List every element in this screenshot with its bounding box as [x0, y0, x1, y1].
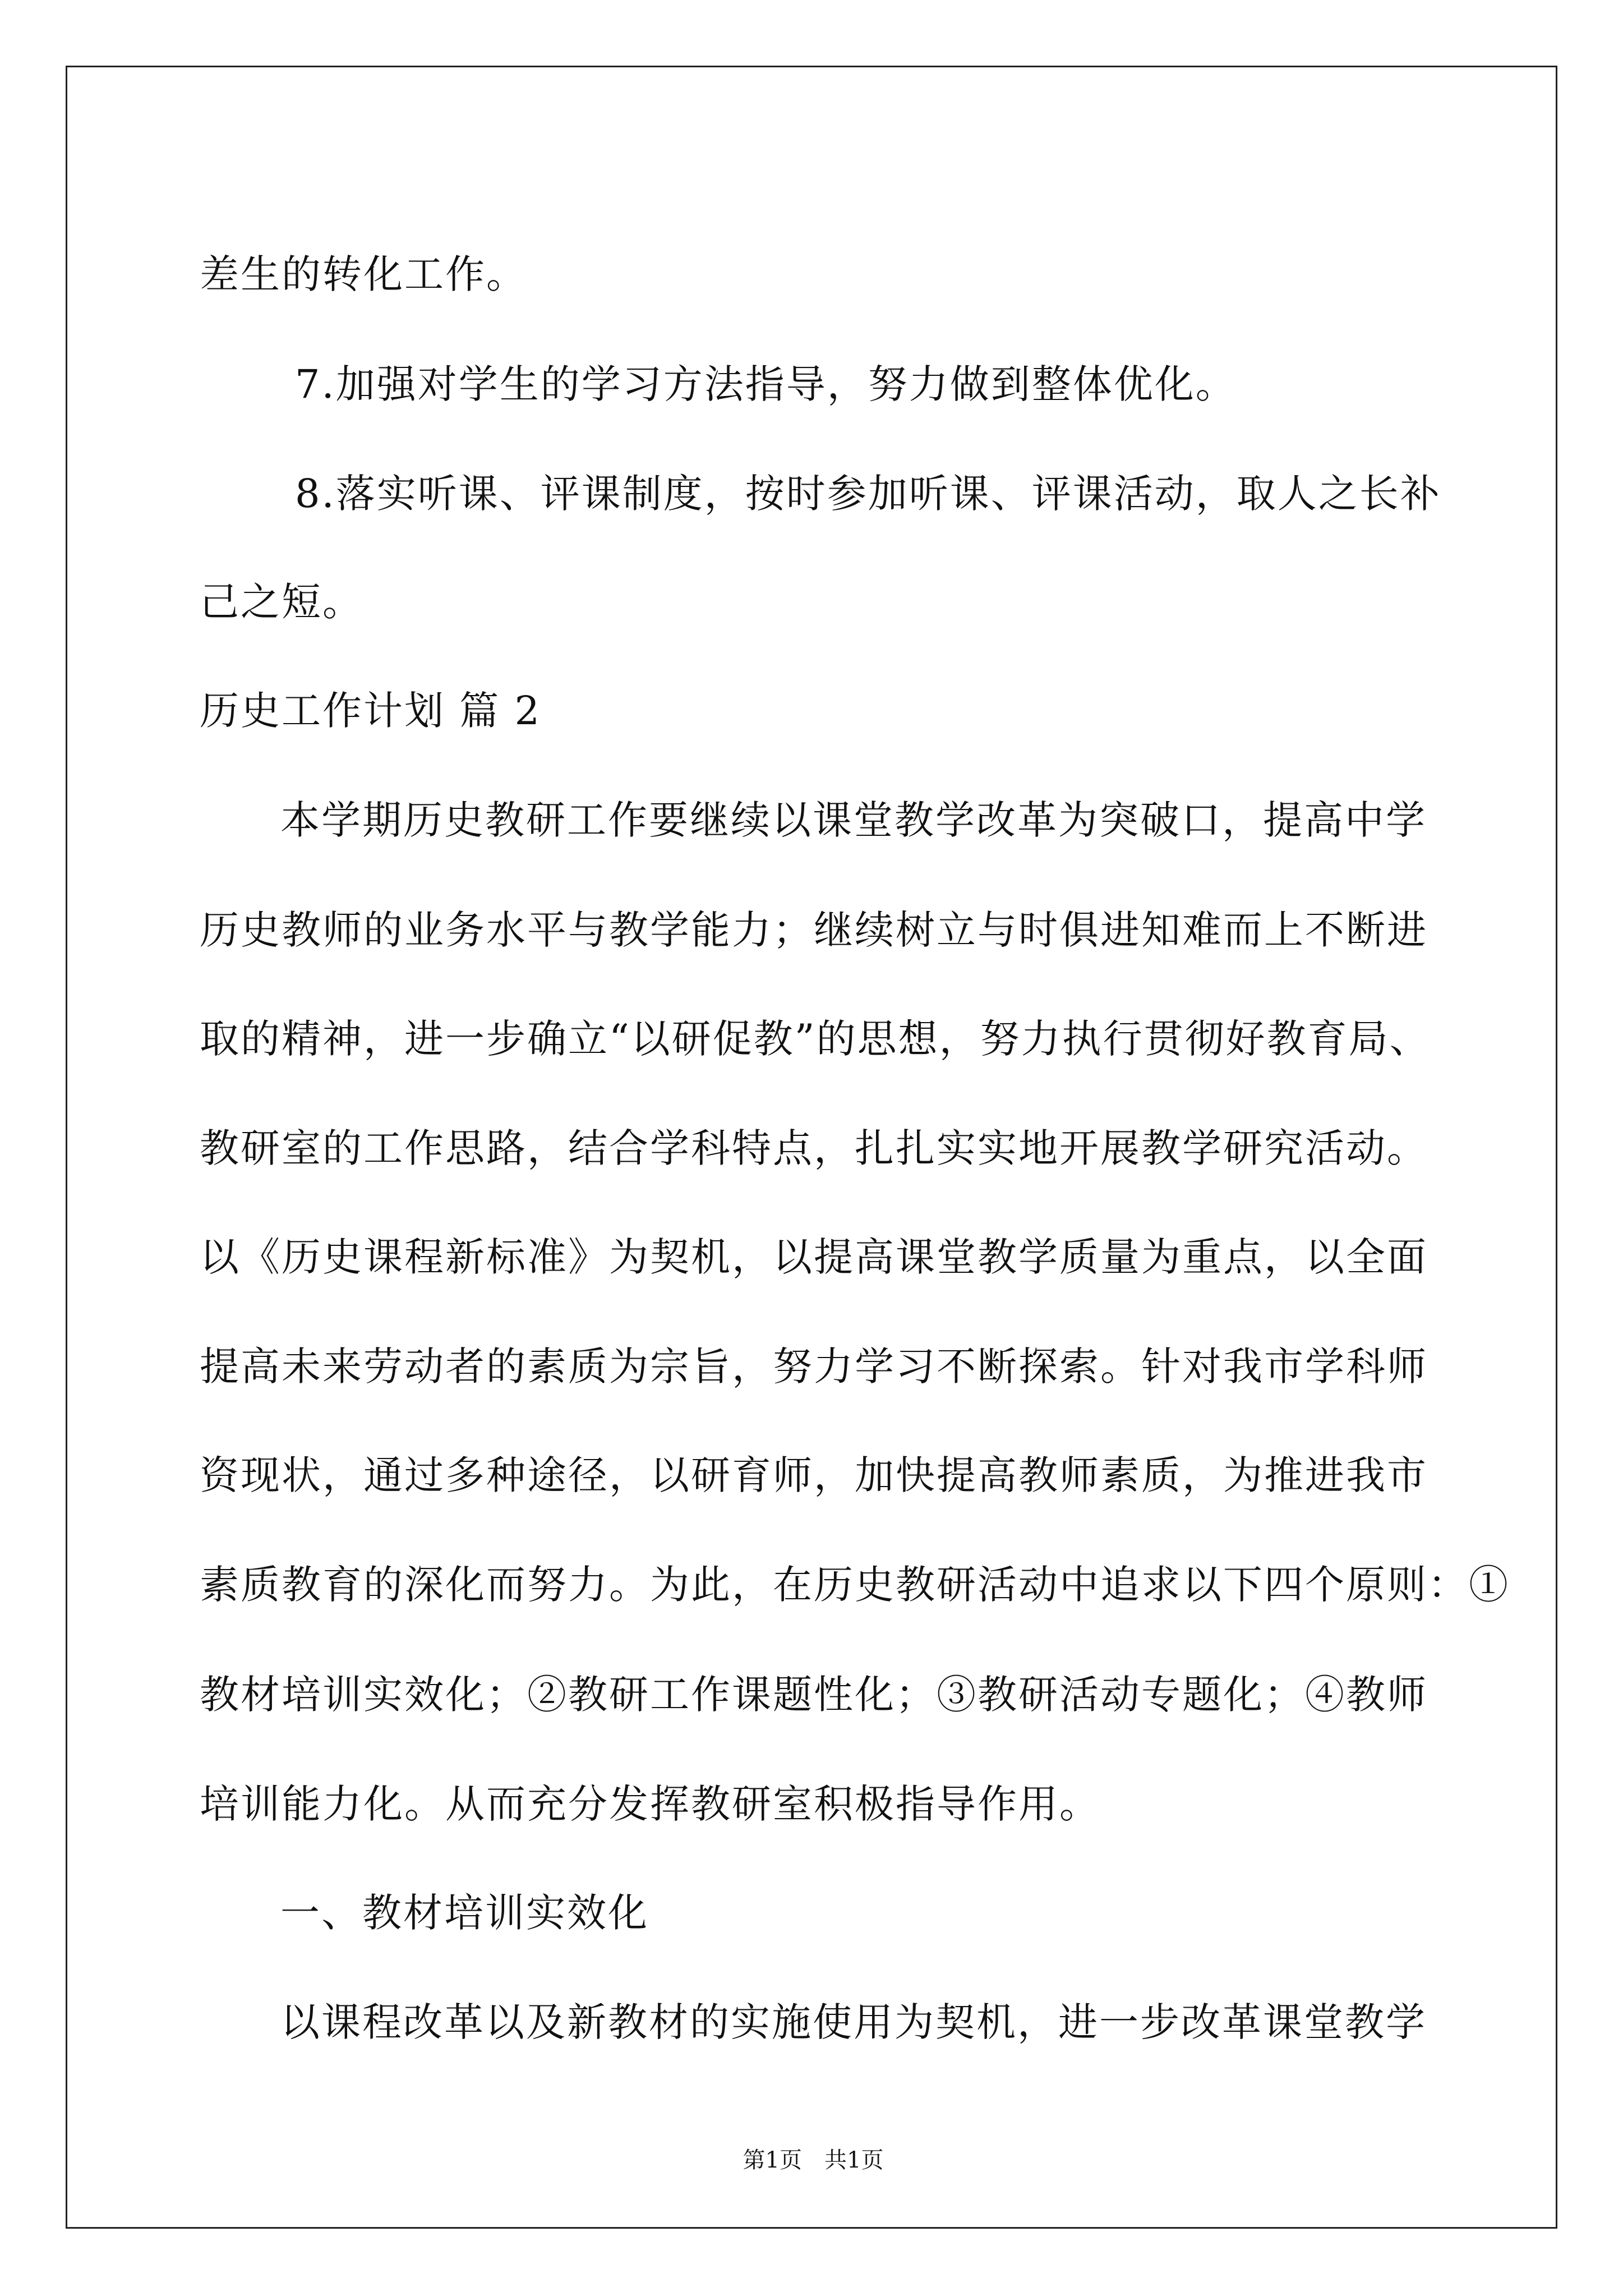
page-footer: 第1页 共1页	[743, 2147, 884, 2173]
text-line-8: 取的精神，进一步确立“以研促教”的思想，努力执行贯彻好教育局、	[200, 1016, 1431, 1062]
section-heading: 历史工作计划 篇 2	[200, 688, 542, 734]
subsection-heading: 一、教材培训实效化	[280, 1890, 649, 1936]
text-line-11: 提高未来劳动者的素质为宗旨，努力学习不断探索。针对我市学科师	[200, 1343, 1428, 1389]
text-line-10: 以《历史课程新标准》为契机，以提高课堂教学质量为重点，以全面	[200, 1234, 1428, 1280]
text-line-4: 己之短。	[200, 579, 363, 625]
text-line-15: 培训能力化。从而充分发挥教研室积极指导作用。	[200, 1781, 1100, 1827]
text-line-9: 教研室的工作思路，结合学科特点，扎扎实实地开展教学研究活动。	[200, 1125, 1428, 1171]
text-line-7: 历史教师的业务水平与教学能力；继续树立与时俱进知难而上不断进	[200, 907, 1428, 953]
text-line-6: 本学期历史教研工作要继续以课堂教学改革为突破口，提高中学	[280, 797, 1427, 843]
text-line-12: 资现状，通过多种途径，以研育师，加快提高教师素质，为推进我市	[200, 1452, 1428, 1498]
text-line-2: 7.加强对学生的学习方法指导，努力做到整体优化。	[295, 361, 1237, 407]
page-frame	[66, 66, 1557, 2229]
text-line-17: 以课程改革以及新教材的实施使用为契机，进一步改革课堂教学	[280, 1999, 1427, 2045]
text-line-13: 素质教育的深化而努力。为此，在历史教研活动中追求以下四个原则：①	[200, 1562, 1510, 1608]
text-line-3: 8.落实听课、评课制度，按时参加听课、评课活动，取人之长补	[295, 471, 1441, 517]
text-line-14: 教材培训实效化；②教研工作课题性化；③教研活动专题化；④教师	[200, 1672, 1428, 1718]
text-line-1: 差生的转化工作。	[200, 251, 527, 297]
